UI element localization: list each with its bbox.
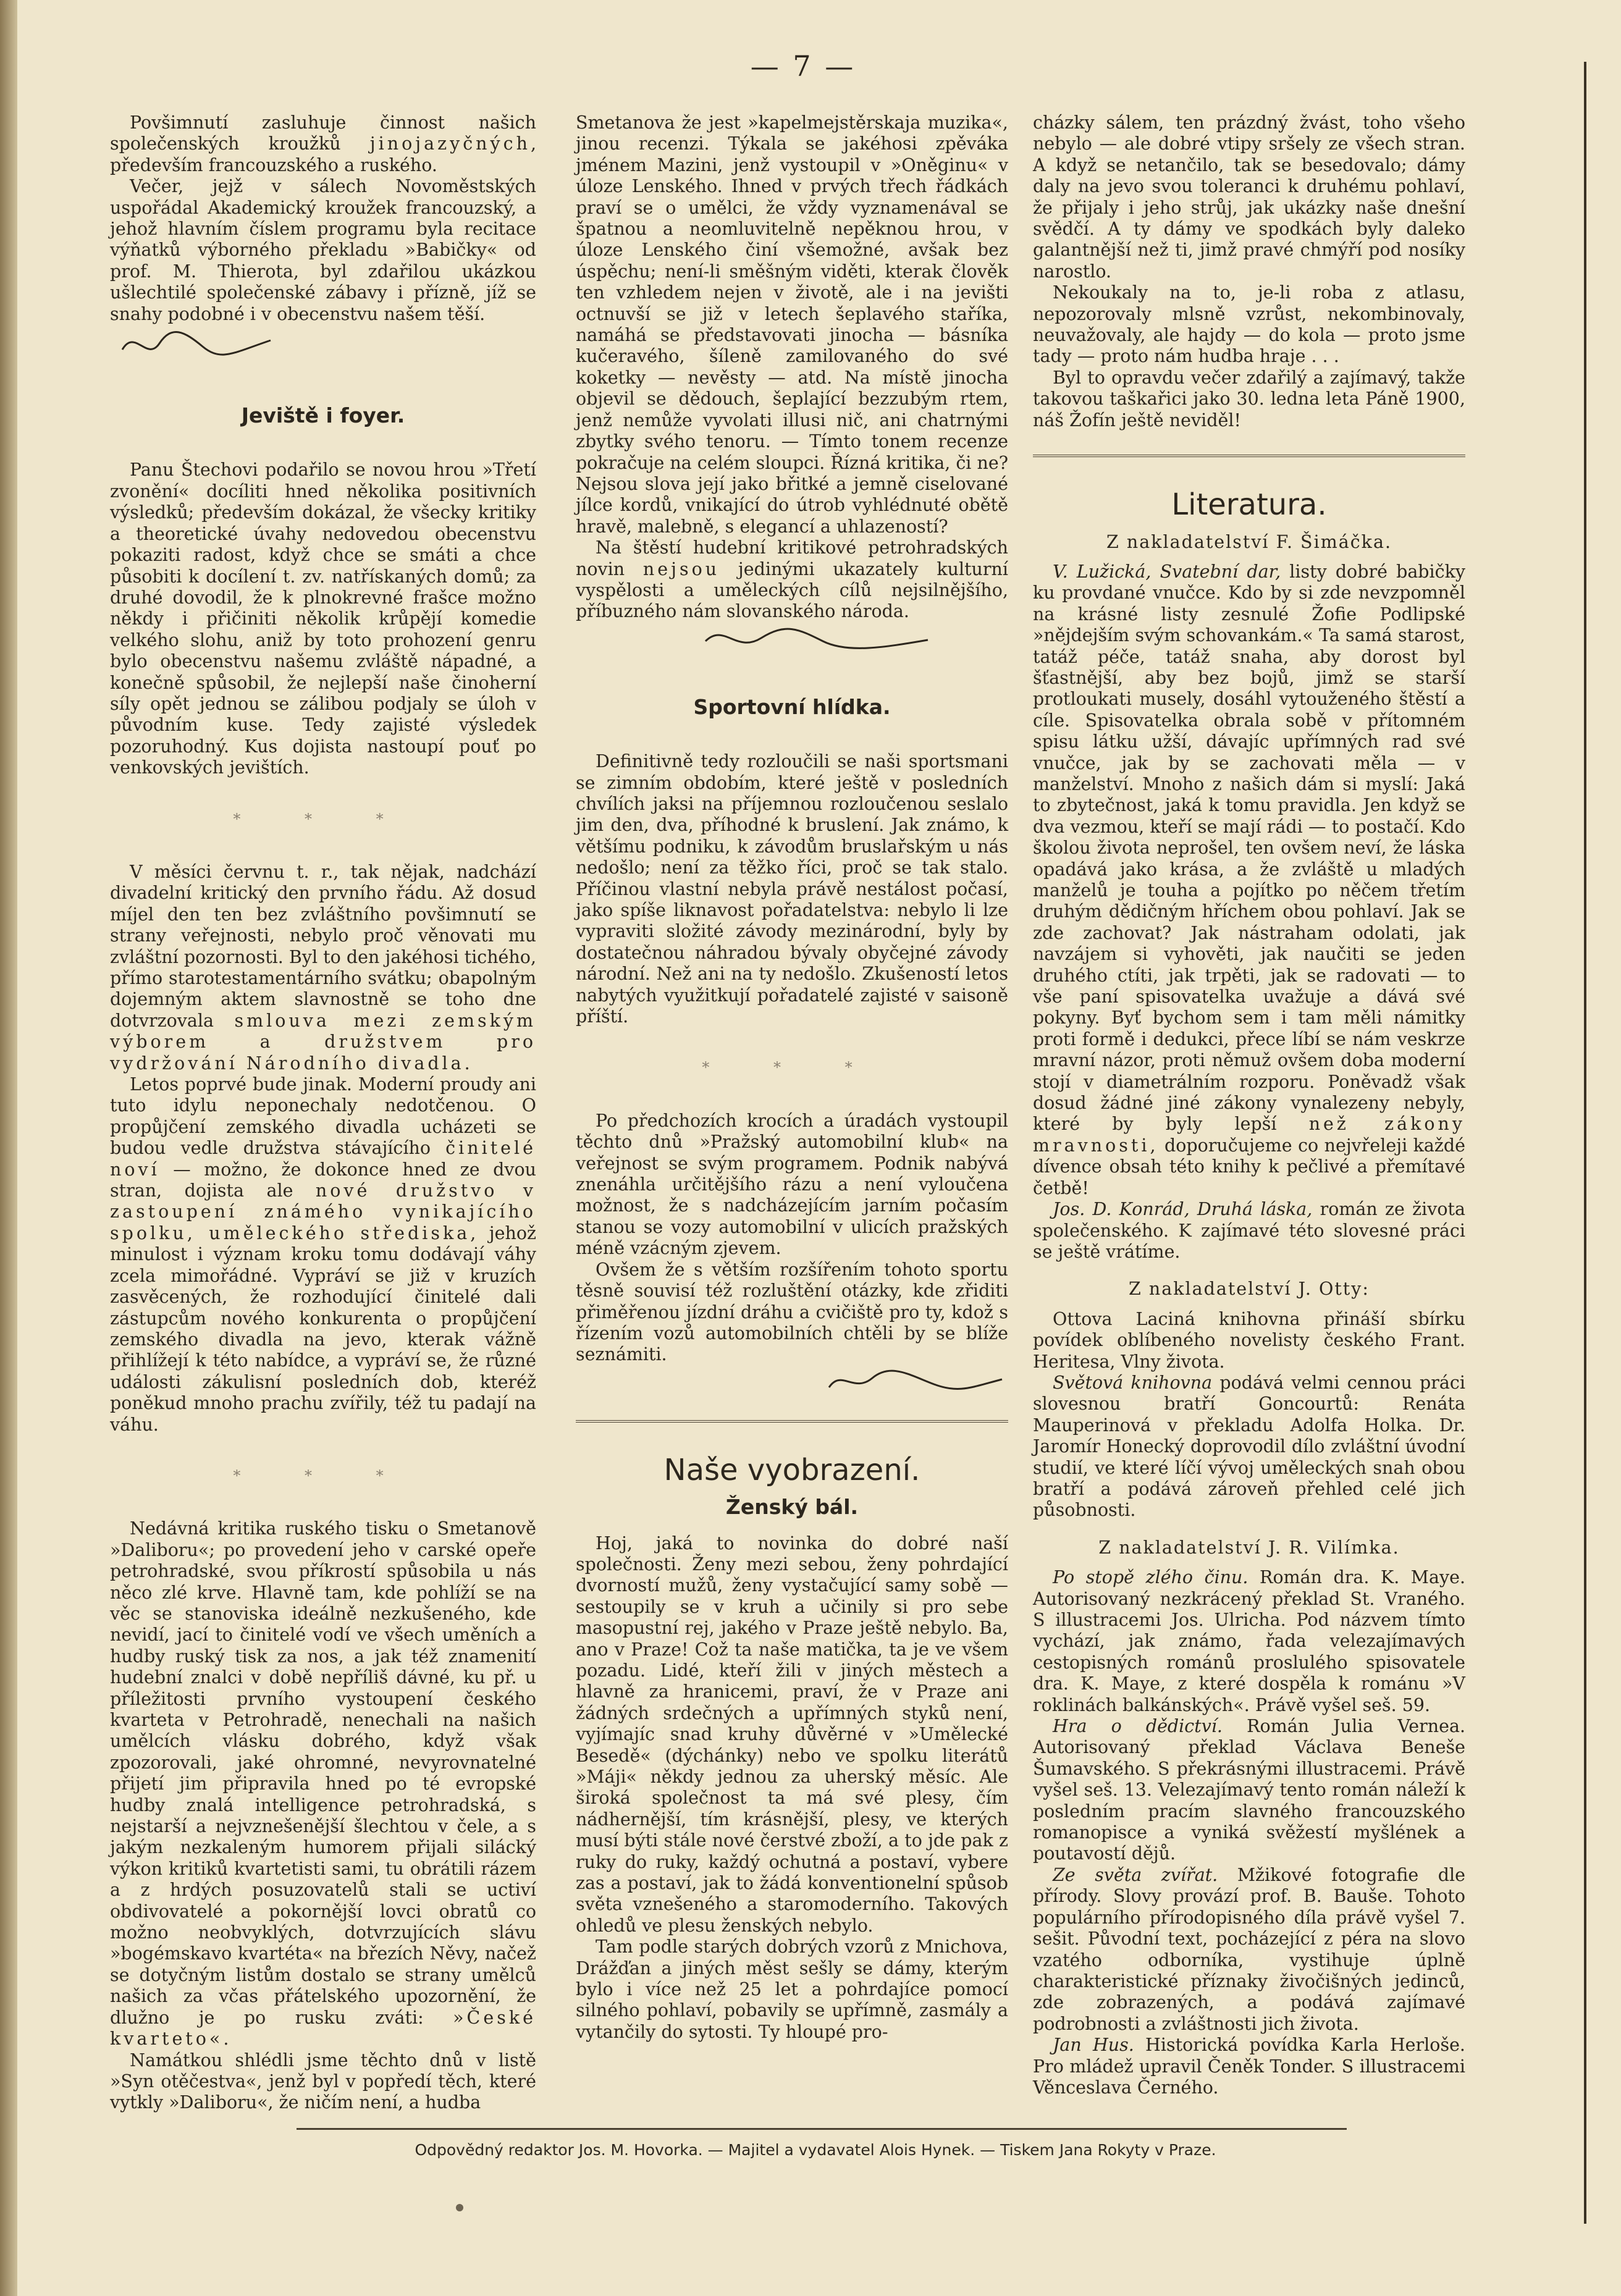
book-title: Ze světa zvířat. xyxy=(1053,1864,1218,1885)
paragraph: Letos poprvé bude jinak. Moderní proudy ani tuto idylu neponechaly nedotčenou. O propůjčení zemského divadla ucházeti se budou vedle družstva stávajícího činitelé noví — možno, že dokonce hned ze dvou stran, dojista ale nové družstvo v zastoupení známého vynikajícího spolku, uměleckého střediska, jehož minulost i význam kroku tomu dodávají váhy zcela mimořádné. Vypráví se již v kruzích zasvěcených, že rozhodující činitelé dali zástupcům nového konkurenta o propůjčení zemského divadla na jevo, kterak vážně přihlížejí k této nabídce, a vypráví se, že různé události zákulisní posledních dob, kteréž poněkud mnoho prachu zvířily, též tu padají na váhu. xyxy=(110,1074,537,1435)
signature-block xyxy=(110,325,536,368)
section-heading: Jeviště i foyer. xyxy=(241,403,405,428)
paragraph: Po stopě zlého činu. Román dra. K. Maye. Autorisovaný nezkrácený překlad St. Vraného. S illustracemi Jos. Ulricha. Pod názvem tímto vychází, jak známo, řada velezajímavých cestopisných románů proslulého spisovatele dra. K. Maye, z které dospěla k románu »V roklinách balkánských«. Právě vyšel seš. 59. xyxy=(1033,1567,1466,1715)
section-title: Literatura. xyxy=(1171,487,1327,523)
column-1 xyxy=(110,112,536,2114)
right-border-line xyxy=(1584,62,1586,2224)
page-number: — 7 — xyxy=(750,49,856,83)
book-title: Hra o dědictví. xyxy=(1053,1716,1223,1737)
paragraph: Ze světa zvířat. Mžikové fotografie dle přírody. Slovy provází prof. B. Bauše. Tohoto populárního přírodopisného díla právě vyšel 7. sešit. Původní text, pocházející z péra na slovo vzatého odborníka, vystihuje úplně charakteristické příznaky živočišných jedinců, zde zobrazených, a podává zajímavé podrobnosti a zvláštnosti jich života. xyxy=(1033,1864,1466,2034)
emphasis: nejsou xyxy=(642,558,720,579)
publisher-heading: Z nakladatelství J. Otty: xyxy=(1129,1279,1370,1300)
paragraph: Večer, jejž v sálech Novoměstských uspořádal Akademický kroužek francouzský, a jehož hlavním číslem programu byla recitace výňatků výborného překladu »Babičky« od prof. M. Thierota, byl zdařilou ukázkou ušlechtilé společenské zábavy i přízně, jíž se snahy podobné i v obecenstvu našem těší. xyxy=(110,176,536,324)
divider-line xyxy=(576,1420,1008,1423)
imprint-footer: Odpovědný redaktor Jos. M. Hovorka. — Majitel a vydavatel Alois Hynek. — Tiskem Jana Rokyty v Praze. xyxy=(415,2141,1216,2159)
paragraph: Ottova Laciná knihovna přináší sbírku povídek oblíbeného novelisty českého Frant. Heritesa, Vlny života. xyxy=(1033,1308,1465,1372)
paragraph: Hra o dědictví. Román Julia Vernea. Autorisovaný překlad Václava Beneše Šumavského. S překrásnými illustracemi. Právě vyšel seš. 13. Velezajímavý tento román náleží k posledním pracím slavného francouzského romanopisce a vyniká svěžestí myšlének a poutavostí dějů. xyxy=(1033,1716,1466,1864)
book-title: Po stopě zlého činu. xyxy=(1053,1567,1248,1588)
signature-image xyxy=(823,1366,1008,1397)
publisher-heading: Z nakladatelství J. R. Vilímka. xyxy=(1098,1537,1400,1558)
column-2 xyxy=(576,112,1008,2043)
signature-block xyxy=(576,623,1008,660)
paragraph: Povšimnutí zasluhuje činnost našich společenských kroužků jinojazyčných, především francouzského a ruského. xyxy=(110,112,536,175)
divider-line xyxy=(1033,455,1465,457)
paragraph: Světová knihovna podává velmi cennou práci slovesnou bratří Goncourtů: Renáta Mauperinová v překladu Adolfa Holka. Dr. Jaromír Honecký doprovodil dílo zvláštní úvodní studií, ve které líčí vývoj uměleckých snah obou bratří a podává zároveň přehled celé jich působnosti. xyxy=(1033,1372,1465,1521)
section-heading: Sportovní hlídka. xyxy=(693,694,891,719)
emphasis: než zákony mravnosti, xyxy=(1033,1114,1465,1156)
divider-stars: * * * xyxy=(233,1466,413,1484)
paragraph: V. Lužická, Svatební dar, listy dobré babičky ku provdané vnučce. Kdo by si zde nevzpomněl na krásné listy zesnulé Žofie Podlipské »nějdejším svým schovankám.« Ta samá starost, tatáž péče, tatáž snaha, aby dorost byl šťastnější, aby bez bojů, jimž se starší protloukati musely, dosáhl vytouženého štěstí a cíle. Spisovatelka obrala sobě v přítomném spisu látku užší, dávajíc upřímných rad své vnučce, jak by se zachovati měla — v manželství. Mnoho z našich dám si myslí: Jaká to zbytečnost, jaká k tomu pravidla. Jen když se dva vezmou, kteří se mají rádi — to postačí. Kdo školou života neprošel, ten ovšem neví, že láska opadává jako krása, a že zvláště u mladých manželů je touha a pojítko po něčem třetím druhým dědičným hříchem obou pohlaví. Jak se zde zachovat? Jak nástraham odolati, jak navzájem si vyhověti, jak naučiti se jeden druhého ctíti, jak trpěti, jak se radovati — to vše paní spisovatelka uvažuje a dává své pokyny. Byť bychom sem i tam měli námitky proti formě i dedukci, přece líbí se nám veskrze mravní názor, proti němuž ovšem doba moderní stojí v diametrálním rozporu. Poněvadž však dosud žádné jiné zákony vynalezeny nebyly, které by byly lepší než zákony mravnosti, doporučujeme co nejvřeleji každé dívence obsah této knihy k pečlivé a přemítavé četbě! xyxy=(1033,561,1466,1198)
book-title: Jan Hus. xyxy=(1053,2035,1134,2056)
publisher-heading: Z nakladatelství F. Šimáčka. xyxy=(1106,531,1392,552)
paragraph: Panu Štechovi podařilo se novou hrou »Třetí zvonění« docíliti hned několika positivních výsledků; především dokázal, že všecky kritiky a theoretické úvahy nedovedou obecenstvu pokaziti radost, když chce se smáti a chce působiti k docílení t. zv. natřískaných domů; za druhé dovodil, že k plnokrevné frašce možno někdy i přičiniti několik krůpějí komedie velkého slohu, aniž by toto prohození genru bylo obecenstvu našemu zvláště nápadné, a konečně spůsobil, že nejlepší naše činoherní síly opět jednou se zálibou podjaly se úloh v původním kuse. Tedy zajisté výsledek pozoruhodný. Kus dojista nastoupí pouť po venkovských jevištích. xyxy=(110,460,536,778)
emphasis: jinojazyčných xyxy=(369,133,531,154)
paragraph: Jan Hus. Historická povídka Karla Herloše. Pro mládež upravil Čeněk Tonder. S illustracemi Věnceslava Černého. xyxy=(1033,2035,1465,2098)
emphasis: »České kvarteto«. xyxy=(110,2007,536,2050)
paragraph: Nedávná kritika ruského tisku o Smetanově »Daliboru«; po provedení jeho v carské opeře petrohradské, svou příkrostí spůsobila u nás něco zlé krve. Hlavně tam, kde pohlíží se na věc se stanoviska ideálně nezkušeného, kde nevidí, jací to činitelé vodí ve všech uměních a hudby ruský tisk za nos, a jak též znamenití hudební znalci v době nepříliš dávné, ku př. u příležitosti prvního vystoupení českého kvarteta v Petrohradě, nenechali na našich umělcích vlásku dobrého, když však zpozorovali, jaké ohromné, nevyrovnatelné přijetí jim připravila hned po té evropské hudby znalá intelligence petrohradská, s nejstarší a nejvznešenější šlechtou v čele, a s jakým nezkaleným humorem přijali silácký výkon kritiků kvartetisti sami, tu obrátili rázem a z hrdých posuzovatelů stali se uctiví obdivovatelé a pokornější lovci obratů co možno neobvyklých, dotvrzujících slávu »bogémskavo kvartéta« na březích Něvy, načež se dotyčným listům dostalo se strany umělců našich za včas přátelského upozornění, že dlužno je po rusku zváti: »České kvarteto«. xyxy=(110,1518,536,2050)
signature-block xyxy=(576,1366,1008,1397)
paragraph: cházky sálem, ten prázdný žvást, toho všeho nebylo — ale dobré vtipy sršely ze všech stran. A když se netančilo, tak se besedovalo; dámy daly na jevo svou toleranci k druhému pohlaví, že přijaly i jeho strůj, jak ukázky naše dnešní svědčí. A ty dámy ve spodkách byly daleko galantnější než ti, jimž pravé chmýří pod nosíky narostlo. xyxy=(1033,112,1465,282)
book-title: V. Lužická, Svatební dar, xyxy=(1053,561,1281,582)
paragraph: Jos. D. Konrád, Druhá láska, román ze života společenského. K zajímavé této slovesné práci se ještě vrátíme. xyxy=(1033,1199,1465,1262)
book-spine xyxy=(0,0,17,2296)
divider-stars: * * * xyxy=(702,1059,882,1077)
paragraph: Byl to opravdu večer zdařilý a zajímavý, takže takovou taškařici jako 30. ledna leta Páně 1900, náš Žofín ještě neviděl! xyxy=(1033,367,1465,431)
divider-stars: * * * xyxy=(233,810,413,828)
emphasis: nové družstvo v zastoupení známého vynikajícího spolku, uměleckého střediska, xyxy=(110,1180,536,1243)
paragraph: Smetanova že jest »kapelmejstěrskaja muzika«, jinou recenzi. Týkala se jakéhosi zpěváka jménem Mazini, jenž vystoupil v »Oněginu« v úloze Lenského. Ihned v prvých třech řádkách praví se o umělci, že vždy vyznamenával se špatnou a neomluvitelně nepěknou hrou, v úloze Lenského činí všemožné, avšak bez úspěchu; není-li směšným viděti, kterak člověk ten vzhledem nejen v životě, ale i na jevišti octnuvší se již v letech šeplavého staříka, namáhá se představovati jinocha — básníka kučeravého, šíleně zamilovaného do své koketky — nevěsty — atd. Na místě jinocha objevil se dědouch, šeplající bezzubým rtem, jenž nemůže vyvolati illusi nič, ani chatrnými zbytky svého tenoru. — Tímto tonem recenze pokračuje na celém sloupci. Řízná kritika, či ne? Nejsou slova její jako břitké a jemně ciselované jílce kordů, vnikající do útrob vyhlédnuté obětě hravě, malebně, s elegancí a uhlazeností? xyxy=(576,112,1008,537)
paragraph: Namátkou shlédli jsme těchto dnů v listě »Syn otěčestva«, jenž byl v popředí těch, které vytkly »Daliboru«, že ničím není, a hudba xyxy=(110,2050,536,2113)
book-title: Jos. D. Konrád, Druhá láska, xyxy=(1053,1199,1313,1220)
ink-dot xyxy=(456,2204,463,2211)
paragraph: Tam podle starých dobrých vzorů z Mnichova, Drážďan a jiných měst sešly se dámy, kterým bylo i více než 25 let a pohrdajíce pomocí silného pohlaví, pobavily se upřímně, zasmály a vytančily do sytosti. Ty hloupé pro- xyxy=(576,1936,1008,2042)
book-title: Světová knihovna xyxy=(1053,1372,1213,1393)
emphasis: činitelé noví xyxy=(110,1138,537,1180)
signature-image xyxy=(699,623,934,660)
column-3 xyxy=(1033,112,1465,2098)
section-title: Naše vyobrazení. xyxy=(663,1452,920,1487)
section-heading: Ženský bál. xyxy=(725,1495,859,1520)
footer-rule xyxy=(297,2128,1347,2130)
paragraph: Po předchozích krocích a úradách vystoupil těchto dnů »Pražský automobilní klub« na veřejnost se svým programem. Podnik nabývá znenáhla určitějšího rázu a není vyloučena možnost, že s nadcházejícím jarním počasím stanou se vozy automobilní v ulicích pražských méně vzácným zjevem. xyxy=(576,1110,1008,1259)
paragraph: Ovšem že s větším rozšířením tohoto sportu těsně souvisí též rozluštění otázky, kde zřiditi přiměřenou jízdní dráhu a cvičiště pro ty, kdož s řízením vozů automobilních chtěli by se blíže seznámiti. xyxy=(576,1259,1008,1365)
emphasis: smlouva mezi zemským výborem a družstvem pro vydržování Národního divadla. xyxy=(110,1010,536,1074)
signature-image xyxy=(110,325,295,368)
paragraph: Hoj, jaká to novinka do dobré naší společnosti. Ženy mezi sebou, ženy pohrdající dvorností mužů, ženy vystačující samy sobě — sestoupily se v kruh a učinily si pro sebe masopustní rej, jakého v Praze ještě nebylo. Ba, ano v Praze! Což ta naše matička, ta je ve všem pozadu. Lidé, kteří žili v jiných městech a hlavně za hranicemi, praví, že v Praze ani žádných srdečných a upřímných styků není, vyjímajíc snad kruhy důvěrné v »Umělecké Besedě« (dýchánky) nebo ve spolku literátů »Máji« někdy jednou za uherský měsíc. Ale široká společnost ta má své plesy, čím nádhernější, tím krásnější, plesy, ve kterých musí býti stále nové čerstvé zboží, a to jde pak z ruky do ruky, každý ochutná a postaví, vybere zas a postaví, jak to žádá konventionelní spůsob světa vznešeného a staromoderního. Takových ohledů ve plesu ženských nebylo. xyxy=(576,1533,1008,1936)
paragraph: Nekoukaly na to, je-li roba z atlasu, nepozorovaly mlsně vzrůst, nekombinovaly, neuvažovaly, ale hajdy — do kola — proto jsme tady — proto nám hudba hraje . . . xyxy=(1033,282,1465,367)
paragraph: V měsíci červnu t. r., tak nějak, nadchází divadelní kritický den prvního řádu. Až dosud míjel den ten bez zvláštního povšimnutí se strany veřejnosti, nebylo proč věnovati mu zvláštní pozornosti. Byl to den jakéhosi tichého, přímo starotestamentárního svátku; obapolným dojemným aktem slavnostně se toho dne dotvrzovala smlouva mezi zemským výborem a družstvem pro vydržování Národního divadla. xyxy=(110,861,536,1074)
paragraph: Na štěstí hudební kritikové petrohradských novin nejsou jedinými ukazately kulturní vyspělosti a uměleckých cílů nejsilnějšího, příbuzného nám slovanského národa. xyxy=(576,537,1008,622)
paragraph: Definitivně tedy rozloučili se naši sportsmani se zimním obdobím, které ještě v posledních chvílích jaksi na příjemnou rozloučenou seslalo jim den, dva, příhodné k bruslení. Jak známo, k většímu podniku, k závodům bruslařským u nás nedošlo; není za těžko říci, proč se tak stalo. Příčinou vlastní nebyla právě nestálost počasí, jako spíše liknavost pořadatelstva: nebylo li lze vypraviti složité závody mezinárodní, byly by dostatečnou náhradou bývaly obyčejné závody národní. Než ani na ty nedošlo. Zkušeností letos nabytých využitkují pořadatelé zajisté v saisoně příští. xyxy=(576,751,1008,1027)
